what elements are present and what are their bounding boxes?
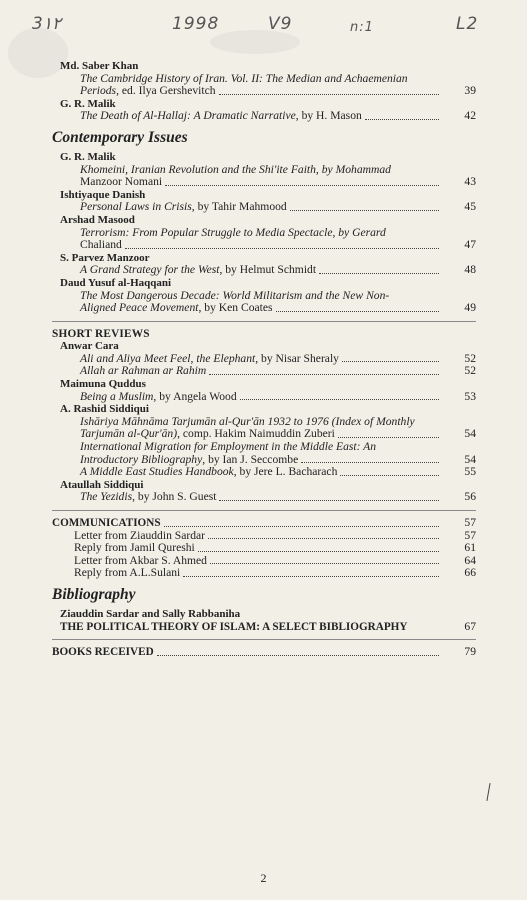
toc-entry: [52, 110, 476, 123]
entry-last-line: [80, 85, 476, 98]
dot-leader: [338, 437, 439, 438]
toc-entry: [52, 621, 476, 634]
entry-title: The Death of Al-Hallaj: A Dramatic Narrative, by H. Mason: [80, 109, 362, 123]
toc-entry: [52, 227, 476, 252]
author-name: Maimuna Quddus: [60, 378, 146, 391]
entry-title: Reply from A.L.Sulani: [74, 566, 181, 580]
entry-title: Being a Muslim, by Angela Wood: [80, 389, 237, 403]
page-ref: 54: [464, 452, 476, 466]
entry-title-line: The Most Dangerous Decade: World Militarism and the New Non-: [80, 288, 390, 302]
author-name: G. R. Malik: [60, 150, 116, 163]
dot-leader: [240, 399, 439, 400]
dot-leader: [219, 94, 439, 95]
author-name: G. R. Malik: [60, 97, 116, 110]
toc-entry: [52, 466, 476, 479]
page-ref: 55: [464, 465, 476, 479]
page-ref: 45: [464, 200, 476, 214]
dot-leader: [340, 475, 439, 476]
entry-title: COMMUNICATIONS: [52, 517, 161, 529]
entry-last-line: [74, 567, 476, 580]
entry-last-line: [80, 201, 476, 214]
toc-entry: [52, 365, 476, 378]
page-ref: 47: [464, 238, 476, 252]
toc-entry: [52, 201, 476, 214]
dot-leader: [164, 526, 439, 527]
toc-entry: [52, 264, 476, 277]
author-name: Md. Saber Khan: [60, 60, 139, 72]
dot-leader: [219, 500, 439, 501]
author-name: Ishtiyaque Danish: [60, 188, 146, 201]
dot-leader: [290, 210, 439, 211]
section-heading: Bibliography: [52, 585, 136, 603]
page-ref: 57: [464, 516, 476, 529]
dot-leader: [365, 119, 439, 120]
page-ref: 39: [464, 84, 476, 98]
dot-leader: [157, 655, 439, 656]
toc-entry: [52, 441, 476, 466]
dot-leader: [208, 538, 439, 539]
entry-title: Ali and Aliya Meet Feel, the Elephant, by Nisar Sheraly: [80, 351, 339, 365]
entry-last-line: [80, 264, 476, 277]
dot-leader: [198, 551, 439, 552]
author-name: A. Rashid Siddiqui: [60, 403, 149, 416]
entry-title: A Middle East Studies Handbook, by Jere L. Bacharach: [80, 465, 338, 479]
page-ref: 61: [464, 541, 476, 555]
toc-entry: [52, 542, 476, 555]
entry-title-line: Terrorism: From Popular Struggle to Media Spectacle, by Gerard: [80, 225, 386, 239]
page-number: 2: [260, 871, 267, 885]
page-ref: 67: [464, 619, 476, 633]
page-ref: 42: [464, 109, 476, 123]
section-heading: Contemporary Issues: [52, 128, 188, 146]
divider: [52, 321, 476, 322]
divider: [52, 510, 476, 511]
author-name: Ziauddin Sardar and Sally Rabbaniha: [60, 607, 241, 620]
author-name: Anwar Cara: [60, 340, 119, 353]
entry-title: Letter from Ziauddin Sardar: [74, 528, 206, 542]
author-name: Daud Yusuf al-Haqqani: [60, 276, 172, 289]
toc-entry: [52, 164, 476, 189]
page-ref: 64: [464, 553, 476, 567]
entry-last-line: [80, 365, 476, 378]
entry-title: Chaliand: [80, 238, 122, 252]
dot-leader: [301, 462, 439, 463]
entry-last-line: [52, 517, 476, 530]
entry-title: Manzoor Nomani: [80, 175, 163, 189]
entry-title-line: International Migration for Employment in the Middle East: An: [80, 440, 377, 454]
dot-leader: [125, 248, 439, 249]
toc-entry: [52, 646, 476, 659]
page-ref: 56: [464, 490, 476, 504]
entry-last-line: [80, 391, 476, 404]
entry-last-line: [80, 176, 476, 189]
page-ref: 49: [464, 301, 476, 315]
entry-title-line: Ishāriya Māhnāma Tarjumān al-Qur'ān 1932 to 1976 (Index of Monthly: [80, 414, 415, 428]
page-ref: 52: [464, 364, 476, 378]
dot-leader: [342, 361, 439, 362]
entry-title: A Grand Strategy for the West, by Helmut Schmidt: [80, 263, 317, 277]
entry-title: BOOKS RECEIVED: [52, 646, 154, 659]
hand-note-3: V9: [268, 14, 293, 34]
entry-title-line: The Cambridge History of Iran. Vol. II: The Median and Achaemenian: [80, 71, 408, 85]
toc-entry: [52, 567, 476, 580]
toc-entry: [52, 391, 476, 404]
entry-last-line: [60, 621, 476, 634]
section-heading: SHORT REVIEWS: [52, 327, 150, 340]
page-ref: 52: [464, 351, 476, 365]
pen-mark: [486, 783, 490, 801]
entry-last-line: [52, 646, 476, 659]
dot-leader: [209, 374, 439, 375]
entry-title: Letter from Akbar S. Ahmed: [74, 553, 207, 567]
page-ref: 57: [464, 528, 476, 542]
toc-entry: [52, 73, 476, 98]
page-ref: 43: [464, 175, 476, 189]
dot-leader: [210, 563, 439, 564]
toc-entry: [52, 517, 476, 530]
page-ref: 48: [464, 263, 476, 277]
entry-title: The Yezidis, by John S. Guest: [80, 490, 217, 504]
hand-note-1: 3۱۲: [32, 14, 62, 34]
toc-entry: [52, 491, 476, 504]
toc-entry: [52, 290, 476, 315]
hand-note-5: L2: [456, 14, 479, 34]
entry-title: Periods, ed. Ilya Gershevitch: [80, 84, 216, 98]
dot-leader: [276, 311, 439, 312]
hand-note-2: 1998: [172, 14, 220, 34]
entry-title: Reply from Jamil Qureshi: [74, 541, 195, 555]
entry-title: Introductory Bibliography, by Ian J. Seccombe: [80, 452, 299, 466]
entry-last-line: [80, 491, 476, 504]
author-name: Arshad Masood: [60, 213, 135, 226]
page-ref: 79: [464, 645, 476, 659]
dot-leader: [319, 273, 439, 274]
page-ref: 54: [464, 427, 476, 441]
page-ref: 66: [464, 566, 476, 580]
entry-last-line: [80, 110, 476, 123]
dot-leader: [183, 576, 439, 577]
page-ref: 53: [464, 389, 476, 403]
author-name: S. Parvez Manzoor: [60, 251, 150, 264]
divider: [52, 639, 476, 640]
entry-title-line: Khomeini, Iranian Revolution and the Shi'ite Faith, by Mohammad: [80, 162, 391, 176]
entry-last-line: [74, 542, 476, 555]
entry-title: THE POLITICAL THEORY OF ISLAM: A SELECT BIBLIOGRAPHY: [60, 620, 408, 633]
entry-last-line: [80, 466, 476, 479]
entry-title: Personal Laws in Crisis, by Tahir Mahmood: [80, 200, 287, 214]
entry-last-line: [80, 302, 476, 315]
entry-last-line: [80, 239, 476, 252]
entry-title: Aligned Peace Movement, by Ken Coates: [80, 301, 273, 315]
table-of-contents: [52, 60, 476, 659]
entry-title: Allah ar Rahman ar Rahim: [80, 364, 207, 378]
entry-title: Tarjumān al-Qur'ān), comp. Hakim Naimuddin Zuberi: [80, 427, 335, 441]
toc-entry: [52, 416, 476, 441]
hand-note-4: n:1: [350, 20, 374, 35]
dot-leader: [165, 185, 439, 186]
author-name: Ataullah Siddiqui: [60, 478, 144, 491]
